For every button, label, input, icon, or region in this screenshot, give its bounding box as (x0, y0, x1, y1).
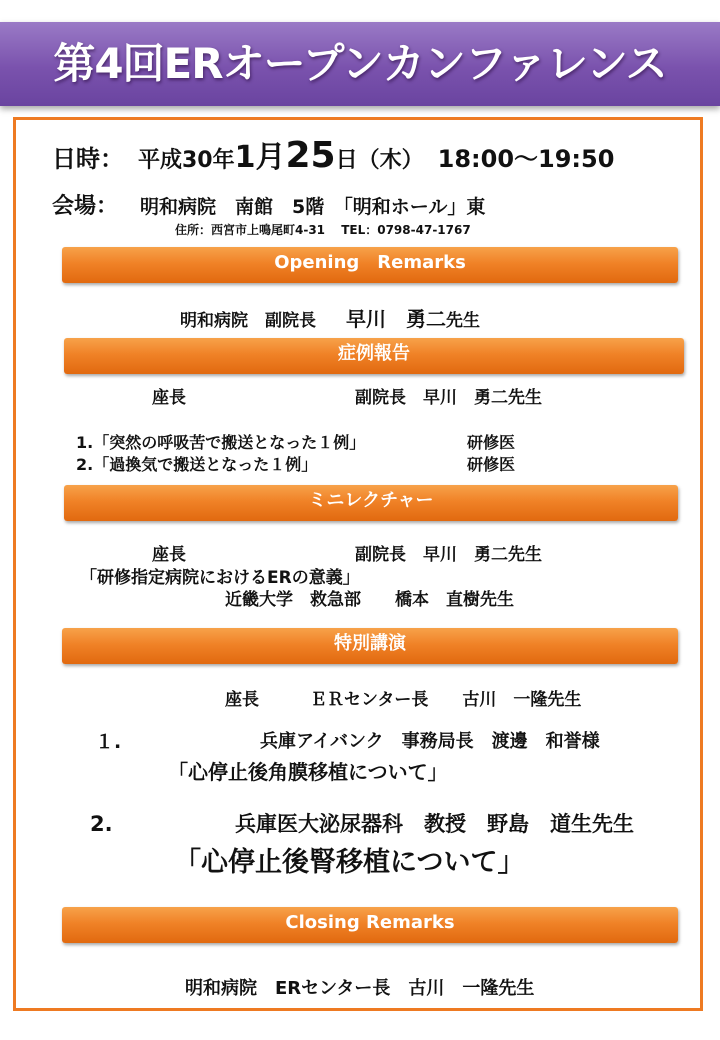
case-chair-label: 座長 (152, 388, 186, 408)
date-prefix: 平成30年 (138, 148, 235, 173)
talk-1-title: 「心停止後角膜移植について」 (168, 760, 448, 784)
page-title: 第4回ERオープンカンファレンス (53, 39, 667, 88)
mini-chair-label: 座長 (152, 545, 186, 565)
closing-remarks-bar (62, 907, 678, 943)
talk-1-number: １. (95, 731, 122, 753)
venue-line (52, 190, 485, 224)
special-chair: 座長 ＥＲセンター長 古川 一隆先生 (225, 690, 582, 710)
case-item-2-presenter: 研修医 (467, 455, 516, 474)
date-label: 日時： (52, 145, 124, 173)
title-banner (0, 22, 720, 106)
closing-heading: Closing Remarks (285, 912, 455, 933)
special-lecture-heading: 特別講演 (334, 633, 406, 654)
date-line (52, 136, 614, 176)
closing-speaker: 明和病院 ERセンター長 古川 一隆先生 (185, 978, 535, 999)
mini-lecture-speaker: 近畿大学 救急部 橋本 直樹先生 (225, 590, 514, 610)
opening-speaker (180, 304, 480, 334)
opening-remarks-bar (62, 247, 678, 283)
case-item-1-presenter: 研修医 (467, 433, 516, 452)
mini-lecture-title: 「研修指定病院におけるERの意義」 (80, 568, 360, 588)
talk-1-speaker: 兵庫アイバンク 事務局長 渡邊 和誉様 (260, 731, 600, 752)
talk-2-number: 2. (90, 812, 113, 836)
case-item-1-title: 1.「突然の呼吸苦で搬送となった１例」 (76, 433, 366, 452)
case-item-2-title: 2.「過換気で搬送となった１例」 (76, 455, 318, 474)
mini-chair: 副院長 早川 勇二先生 (355, 545, 542, 565)
mini-lecture-bar (64, 485, 678, 521)
opening-honorific: 先生 (446, 311, 480, 331)
opening-speaker-name: 早川 勇二 (346, 307, 446, 331)
mini-lecture-heading: ミニレクチャー (308, 490, 434, 511)
date-day: 25 (285, 135, 336, 176)
date-month: 1月 (234, 140, 286, 175)
special-lecture-bar (62, 628, 678, 664)
talk-2-speaker: 兵庫医大泌尿器科 教授 野島 道生先生 (235, 812, 634, 836)
opening-heading: Opening Remarks (274, 252, 466, 273)
event-time: 18:00～19:50 (437, 145, 615, 173)
date-suffix: 日（木） (335, 148, 424, 173)
case-reports-heading: 症例報告 (338, 343, 410, 364)
venue-text: 明和病院 南館 5階 「明和ホール」東 (140, 196, 486, 218)
venue-label: 会場： (52, 194, 119, 219)
case-reports-bar (64, 338, 684, 374)
case-chair: 副院長 早川 勇二先生 (355, 388, 542, 408)
opening-speaker-title: 明和病院 副院長 (180, 311, 316, 331)
talk-2-title: 「心停止後腎移植について」 (174, 847, 525, 878)
venue-address: 住所：西宮市上鳴尾町4-31 TEL：0798-47-1767 (175, 223, 471, 237)
